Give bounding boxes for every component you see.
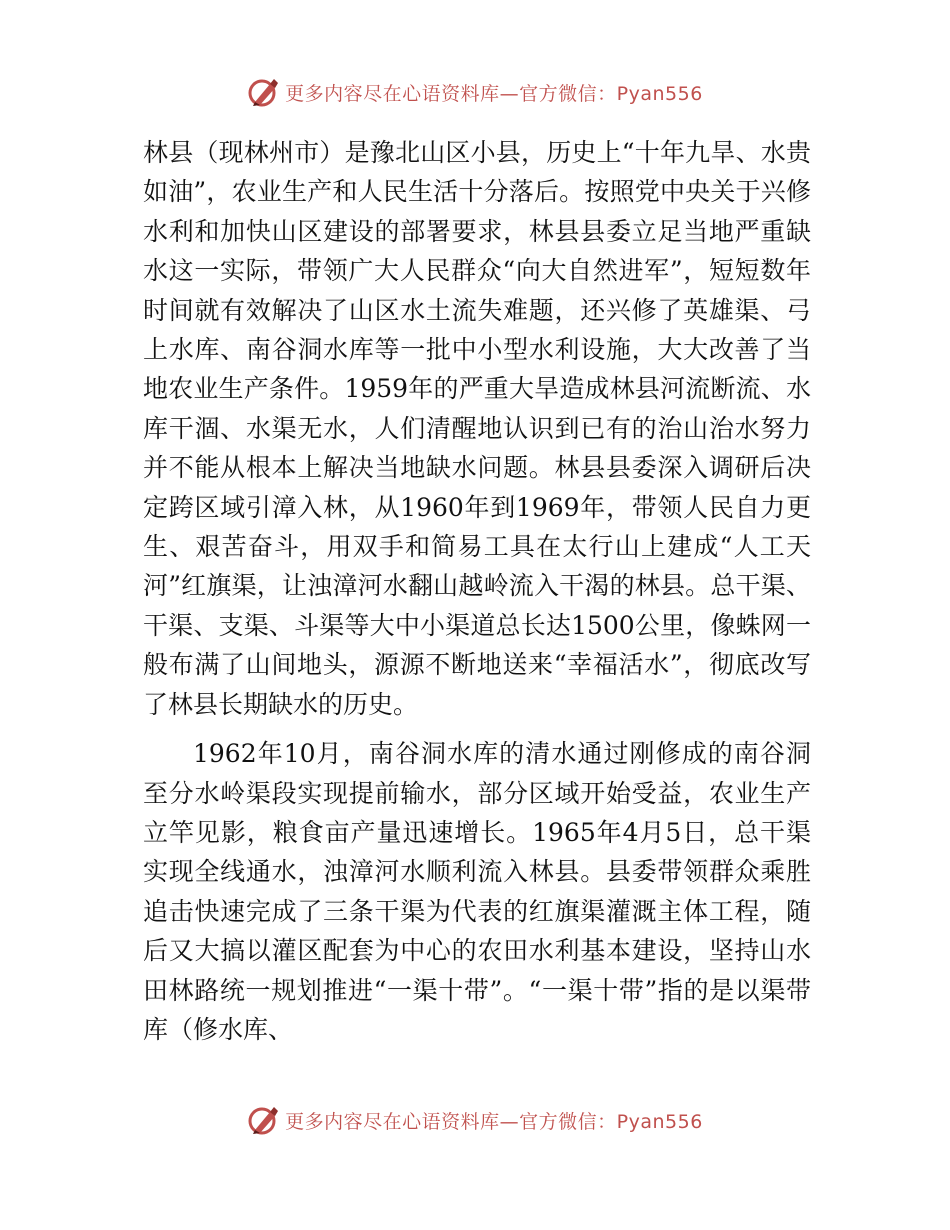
watermark-text: 更多内容尽在心语资料库—官方微信：Pyan556: [285, 1110, 703, 1133]
document-body: [143, 133, 811, 1049]
pen-in-circle-icon: [247, 75, 281, 109]
paragraph-1: 林县（现林州市）是豫北山区小县，历史上“十年九旱、水贵如油”，农业生产和人民生活十分落后。按照党中央关于兴修水利和加快山区建设的部署要求，林县县委立足当地严重缺水这一实际，带领广大人民群众“向大自然进军”，短短数年时间就有效解决了山区水土流失难题，还兴修了英雄渠、弓上水库、南谷洞水库等一批中小型水利设施，大大改善了当地农业生产条件。1959年的严重大旱造成林县河流断流、水库干涸、水渠无水，人们清醒地认识到已有的治山治水努力并不能从根本上解决当地缺水问题。林县县委深入调研后决定跨区域引漳入林，从1960年到1969年，带领人民自力更生、艰苦奋斗，用双手和简易工具在太行山上建成“人工天河”红旗渠，让浊漳河水翻山越岭流入干渴的林县。总干渠、干渠、支渠、斗渠等大中小渠道总长达1500公里，像蛛网一般布满了山间地头，源源不断地送来“幸福活水”，彻底改写了林县长期缺水的历史。: [143, 138, 811, 719]
pen-in-circle-icon: [247, 1103, 281, 1137]
footer-watermark-banner: [0, 1100, 950, 1140]
header-watermark-banner: [0, 72, 950, 112]
watermark-text: 更多内容尽在心语资料库—官方微信：Pyan556: [285, 82, 703, 105]
paragraph-2: 1962年10月，南谷洞水库的清水通过刚修成的南谷洞至分水岭渠段实现提前输水，部分区域开始受益，农业生产立竿见影，粮食亩产量迅速增长。1965年4月5日，总干渠实现全线通水，浊漳河水顺利流入林县。县委带领群众乘胜追击快速完成了三条干渠为代表的红旗渠灌溉主体工程，随后又大搞以灌区配套为中心的农田水利基本建设，坚持山水田林路统一规划推进“一渠十带”。“一渠十带”指的是以渠带库（修水库、: [143, 739, 811, 1044]
